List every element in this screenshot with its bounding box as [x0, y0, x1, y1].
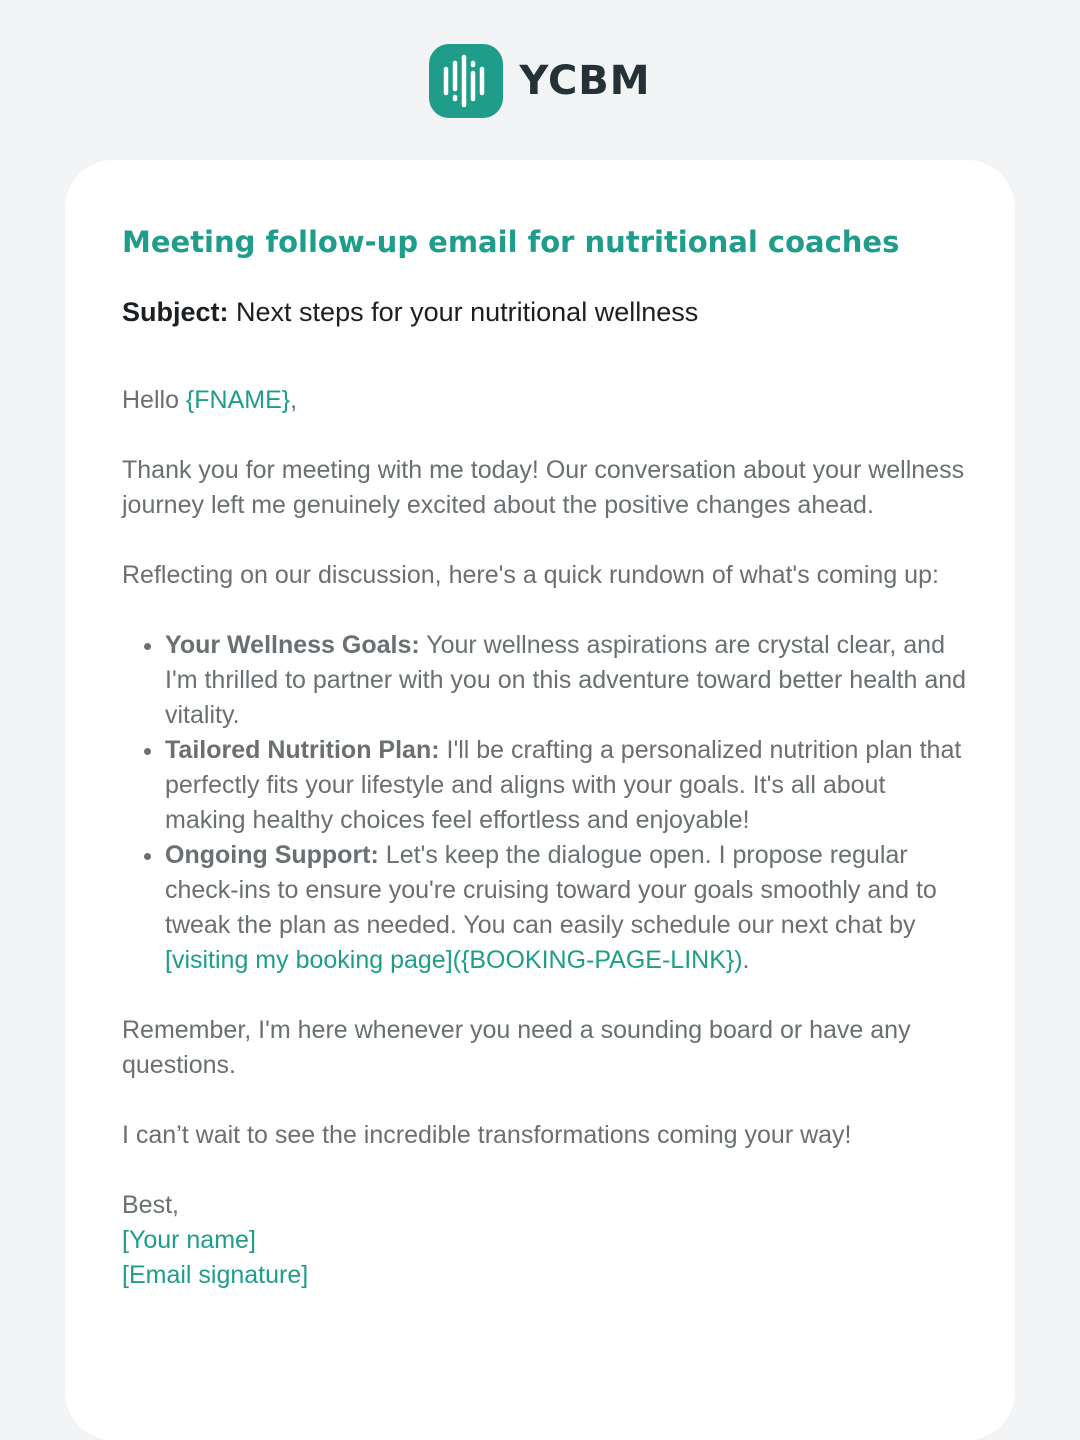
brand-header — [0, 44, 1080, 118]
subject-text: Next steps for your nutritional wellness — [236, 297, 699, 327]
list-item — [165, 838, 972, 978]
list-item — [165, 628, 972, 733]
greeting-suffix: , — [290, 386, 298, 414]
brand-name: YCBM — [519, 58, 651, 104]
greeting — [122, 383, 972, 418]
subject-line — [122, 294, 698, 330]
bullet-text: Let's keep the dialogue open. I propose regular check-ins to ensure you're cruising toward your goals smoothly and to tweak the plan as needed. You can easily schedule our next chat by — [165, 841, 937, 939]
bullet-heading: Ongoing Support: — [165, 841, 379, 869]
closing-paragraph: I can’t wait to see the incredible transformations coming your way! — [122, 1121, 852, 1149]
rundown-paragraph: Reflecting on our discussion, here's a quick rundown of what's coming up: — [122, 561, 939, 589]
bullet-heading: Tailored Nutrition Plan: — [165, 736, 440, 764]
list-item — [165, 733, 972, 838]
name-placeholder: [Your name] — [122, 1226, 256, 1254]
booking-page-link[interactable]: [visiting my booking page]({BOOKING-PAGE-LINK}) — [165, 946, 743, 974]
signature-placeholder: [Email signature] — [122, 1261, 309, 1289]
rundown-list — [122, 628, 972, 978]
greeting-prefix: Hello — [122, 386, 186, 414]
bullet-heading: Your Wellness Goals: — [165, 631, 420, 659]
email-body — [122, 383, 972, 1293]
reminder-paragraph: Remember, I'm here whenever you need a sounding board or have any questions. — [122, 1016, 911, 1079]
signoff-text: Best, — [122, 1191, 179, 1219]
signoff-block — [122, 1188, 972, 1293]
subject-label: Subject: — [122, 297, 229, 327]
fname-placeholder: {FNAME} — [185, 386, 291, 414]
bullet-text: I'll be crafting a personalized nutrition plan that perfectly fits your lifestyle and aligns with your goals. It's all about making healthy choices feel effortless and enjoyable! — [165, 736, 962, 834]
intro-paragraph: Thank you for meeting with me today! Our conversation about your wellness journey left me genuinely excited about the positive changes ahead. — [122, 456, 965, 519]
logo-mark — [429, 44, 503, 118]
bullet-end: . — [742, 946, 750, 974]
email-title: Meeting follow-up email for nutritional coaches — [122, 225, 900, 259]
bullet-text: Your wellness aspirations are crystal clear, and I'm thrilled to partner with you on this adventure toward better health and vitality. — [165, 631, 967, 729]
soundwave-bars-icon — [441, 53, 491, 109]
